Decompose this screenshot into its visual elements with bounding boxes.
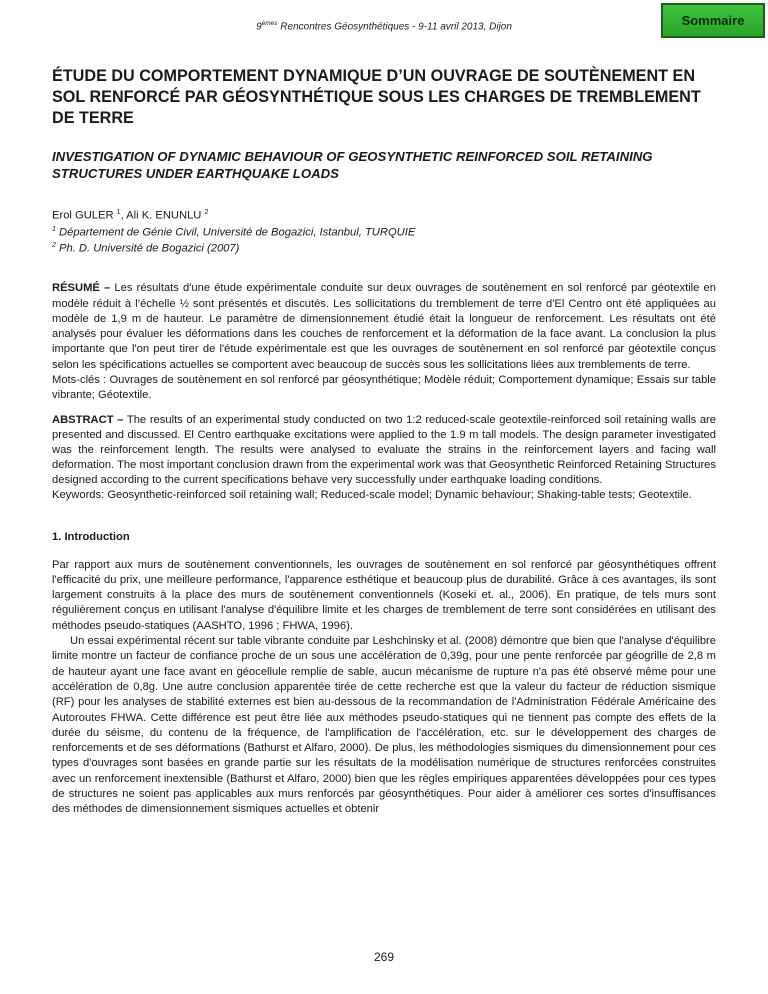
article-body [52,66,716,818]
page-number: 269 [373,950,395,964]
affiliation-1 [52,223,716,240]
affiliation-1-marker: 1 [52,225,56,233]
intro-paragraph-2: Un essai expérimental récent sur table vibrante conduite par Leshchinsky et al. (2008) démontre que bien que l'analyse d'équilibre limite montre un facteur de confiance proche de un sous une accélération de 0,39g, pour une pente renforcée par géogrille de 2,8 m de hauteur ayant une face avant en géocellule remplie de sable, aucun mécanisme de rupture n'a pas été observé même pour une accélération de 0,8g. Une autre conclusion apparentée tirée de cette recherche est que la valeur du facteur de réduction sismique (RF) pour les analyses de stabilité externes est bien au-dessous de la recommandation de l'Administration Fédérale Américaine des Autoroutes FHWA. Cette différence est peut être liée aux méthodes pseudo-statiques qui ne tiennent pas compte des effets de la durée du séisme, du contenu de la fréquence, de l'amplification de l'accélération, etc. sur le développement des charges de renforcements et de ses déformations (Bathurst et Alfaro, 2000). De plus, les méthodologies sismiques du dimensionnement pour ces types d'ouvrages sont basées en grande partie sur les résultats de la modélisation numérique de structures renforcées construites avec un renforcement inextensible (Bathurst et Alfaro, 2000) bien que les règles empiriques apparentées développées pour ces types de structures ne soient pas applicables aux murs renforcés par géosynthétiques. Pour aider à améliorer ces sortes d'insuffisances des méthodes de dimensionnement sismiques actuelles et obtenir [52,635,716,816]
abstract-text: The results of an experimental study conducted on two 1:2 reduced-scale geotextile-reinforced soil retaining walls are presented and discussed. El Centro earthquake excitations were applied to the 1.9 m tall models. The design parameter investigated was the reinforcement length. The results were analysed to evaluate the strains in the reinforcement layers and facing wall deformation. The most important conclusion drawn from the experimental work was that Geosynthetic Reinforced Retaining Structures designed according to the current specifications behave very successfully under earthquake loading conditions. [52,413,717,486]
affiliation-1-text: Département de Génie Civil, Université de Bogazici, Istanbul, TURQUIE [55,226,416,239]
section-heading-introduction: 1. Introduction [52,530,130,543]
resume-text: Les résultats d'une étude expérimentale conduite sur deux ouvrages de soutènement en sol renforcé par géotextile en modèle réduit à l’échelle ½ sont présentés et discutés. Les sollicitations du tremblement de terre d'El Centro ont été appliquées au modèle de 1,9 m de hauteur. Le paramètre de dimensionnement étudié était la longueur de renforcement. Les résultats ont été analysés pour évaluer les déformations dans les couches de renforcement et la déformation de la face avant. La conclusion la plus importante que l'on peut tirer de l'étude expérimentale est que les ouvrages de soutènement en sol renforcé par géotextile conçus selon les spécifications actuelles se comportent avec beaucoup de succès sous les sollicitations liées aux tremblements de terre. [52,282,716,371]
header-ordinal-suffix: èmes [261,20,278,27]
header-text: Rencontres Géosynthétiques - 9-11 avril 2013, Dijon [277,21,512,33]
english-title: INVESTIGATION OF DYNAMIC BEHAVIOUR OF GEOSYNTHETIC REINFORCED SOIL RETAINING STRUCTURES UNDER EARTHQUAKE LOADS [52,149,653,181]
author-1: Erol GULER [52,209,117,222]
resume-paragraph [52,281,716,373]
abstract-label: ABSTRACT – [52,413,124,426]
affiliation-2-text: Ph. D. Université de Bogazici (2007) [55,243,240,256]
sommaire-button[interactable]: Sommaire [661,3,765,38]
intro-paragraph-1: Par rapport aux murs de soutènement conventionnels, les ouvrages de soutènement en sol renforcé par géosynthétiques offrent l'efficacité du prix, une meilleure performance, l'apparence esthétique et beaucoup plus de durabilité. Grâce à ces avantages, ils sont largement construits à la place des murs de soutènement conventionnels (Koseki et. al., 2006). En pratique, de tels murs sont régulièrement conçus en utilisant l'analyse d'équilibre limite et les charges de tremblement de terre sont considérées en utilisant des méthodes pseudo-statiques (AASHTO, 1996 ; FHWA, 1996). [52,558,716,632]
abstract-paragraph [52,413,716,488]
resume-label: RÉSUMÉ – [52,282,111,295]
french-title: ÉTUDE DU COMPORTEMENT DYNAMIQUE D’UN OUVRAGE DE SOUTÈNEMENT EN SOL RENFORCÉ PAR GÉOSYNTHÉTIQUE SOUS LES CHARGES DE TREMBLEMENT DE TERRE [52,67,701,127]
author-2: , Ali K. ENUNLU [120,209,205,222]
affiliation-2 [52,239,716,256]
affiliation-2-marker: 2 [52,242,56,250]
author-1-marker: 1 [116,209,121,216]
abstract-keywords: Keywords: Geosynthetic-reinforced soil retaining wall; Reduced-scale model; Dynamic behaviour; Shaking-table tests; Geotextile. [52,488,692,501]
header-ordinal: 9 [256,21,262,33]
author-line [52,206,716,223]
resume-keywords: Mots-clés : Ouvrages de soutènement en sol renforcé par géosynthétique; Modèle réduit; Comportement dynamique; Essais sur table vibrante; Géotextile. [52,373,716,402]
running-header [0,20,768,32]
author-2-marker: 2 [204,209,209,216]
